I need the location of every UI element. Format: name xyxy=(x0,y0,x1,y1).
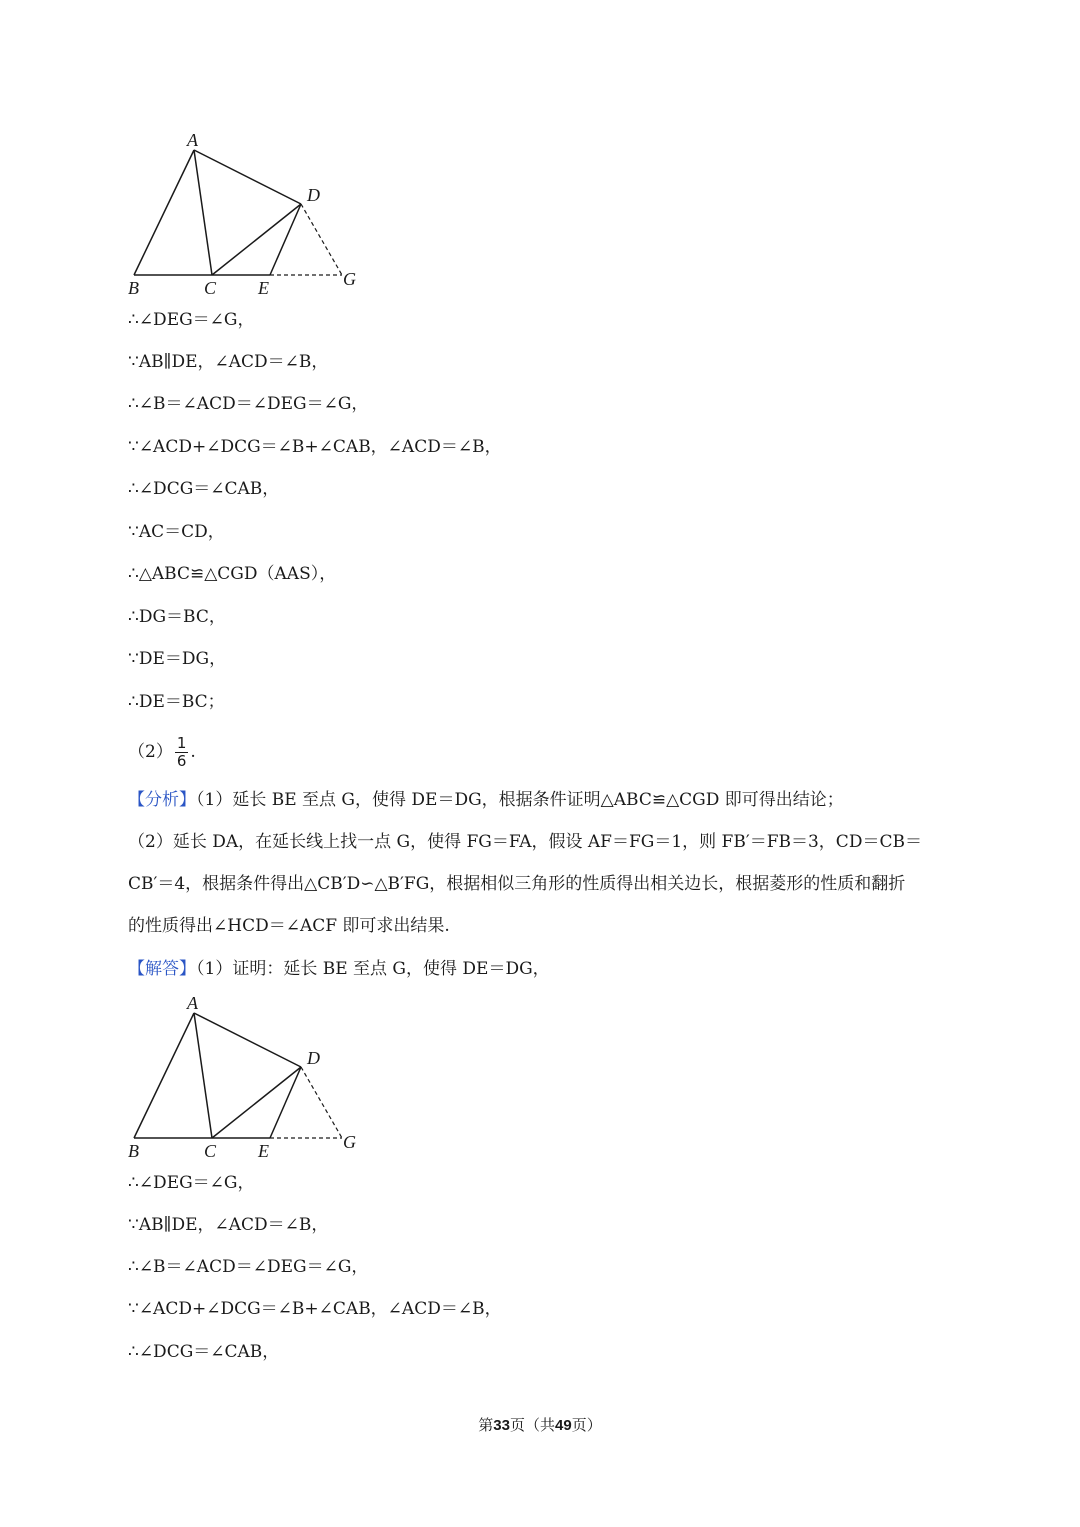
point-label-E: E xyxy=(258,278,269,298)
segment-AB xyxy=(134,1013,194,1138)
proof-line: ∵AB∥DE，∠ACD＝∠B， xyxy=(128,1215,329,1235)
point-label-A: A xyxy=(187,993,198,1013)
segment-AC xyxy=(194,150,212,275)
fraction-denominator: 6 xyxy=(176,752,187,770)
part2-answer xyxy=(128,732,196,772)
proof-line: ∴∠DEG＝∠G， xyxy=(128,310,255,330)
point-label-G: G xyxy=(343,269,356,289)
proof-line: ∵DE＝DG， xyxy=(128,649,227,669)
answer-tag: 【解答】 xyxy=(128,959,196,979)
point-label-C: C xyxy=(204,1141,217,1161)
segment-AC xyxy=(194,1013,212,1138)
segment-DG-dashed xyxy=(301,204,342,275)
point-label-G: G xyxy=(343,1132,356,1152)
answer-line xyxy=(128,958,550,980)
triangle-diagram xyxy=(120,128,370,298)
fraction xyxy=(175,735,189,770)
analysis-line-3: CB′＝4，根据条件得出△CB′D∽△B′FG，根据相似三角形的性质得出相关边长，根据菱形的性质和翻折 xyxy=(128,874,906,894)
footer-page-number: 33 xyxy=(493,1417,510,1434)
analysis-line-2: （2）延长 DA，在延长线上找一点 G，使得 FG＝FA，假设 AF＝FG＝1，则 FB′＝FB＝3，CD＝CB＝ xyxy=(128,832,922,852)
proof-line: ∴DG＝BC， xyxy=(128,607,226,627)
segment-DG-dashed xyxy=(301,1067,342,1138)
segment-AD xyxy=(194,150,301,204)
point-label-E: E xyxy=(258,1141,269,1161)
footer-total-pages: 49 xyxy=(555,1417,572,1434)
segment-AB xyxy=(134,150,194,275)
proof-line: ∴∠B＝∠ACD＝∠DEG＝∠G， xyxy=(128,394,369,414)
proof-line: ∵∠ACD+∠DCG＝∠B+∠CAB，∠ACD＝∠B， xyxy=(128,1299,502,1319)
part2-prefix: （2） xyxy=(128,742,173,762)
proof-line: ∵AB∥DE，∠ACD＝∠B， xyxy=(128,352,329,372)
proof-line: ∴∠DCG＝∠CAB， xyxy=(128,479,280,499)
segment-DE xyxy=(270,204,301,275)
analysis-tag: 【分析】 xyxy=(128,790,196,810)
proof-line: ∴∠DEG＝∠G， xyxy=(128,1173,255,1193)
footer-pre: 第 xyxy=(478,1416,494,1434)
proof-line: ∴DE＝BC； xyxy=(128,692,225,712)
footer-mid: 页（共 xyxy=(509,1416,555,1434)
segment-AD xyxy=(194,1013,301,1067)
proof-line: ∴∠B＝∠ACD＝∠DEG＝∠G， xyxy=(128,1257,369,1277)
point-label-B: B xyxy=(128,1141,139,1161)
point-label-C: C xyxy=(204,278,217,298)
point-label-D: D xyxy=(307,185,320,205)
analysis-text-1: （1）延长 BE 至点 G，使得 DE＝DG，根据条件证明△ABC≌△CGD 即可得出结论； xyxy=(196,790,844,810)
analysis-line-4: 的性质得出∠HCD＝∠ACF 即可求出结果. xyxy=(128,916,450,936)
analysis-line-1 xyxy=(128,789,844,811)
geometry-figure-top xyxy=(120,128,370,298)
part2-suffix: . xyxy=(190,742,196,762)
answer-text: （1）证明：延长 BE 至点 G，使得 DE＝DG， xyxy=(196,959,550,979)
proof-line: ∵∠ACD+∠DCG＝∠B+∠CAB，∠ACD＝∠B， xyxy=(128,437,502,457)
page-footer xyxy=(0,1414,1080,1435)
point-label-A: A xyxy=(187,130,198,150)
point-label-B: B xyxy=(128,278,139,298)
geometry-figure-bottom xyxy=(120,991,370,1161)
triangle-diagram xyxy=(120,991,370,1161)
proof-line: ∴∠DCG＝∠CAB， xyxy=(128,1342,280,1362)
fraction-numerator: 1 xyxy=(176,734,187,752)
segment-CD xyxy=(212,1067,301,1138)
point-label-D: D xyxy=(307,1048,320,1068)
segment-DE xyxy=(270,1067,301,1138)
segment-CD xyxy=(212,204,301,275)
proof-line: ∵AC＝CD， xyxy=(128,522,225,542)
proof-line: ∴△ABC≌△CGD（AAS）， xyxy=(128,564,337,584)
footer-post: 页） xyxy=(571,1416,602,1434)
